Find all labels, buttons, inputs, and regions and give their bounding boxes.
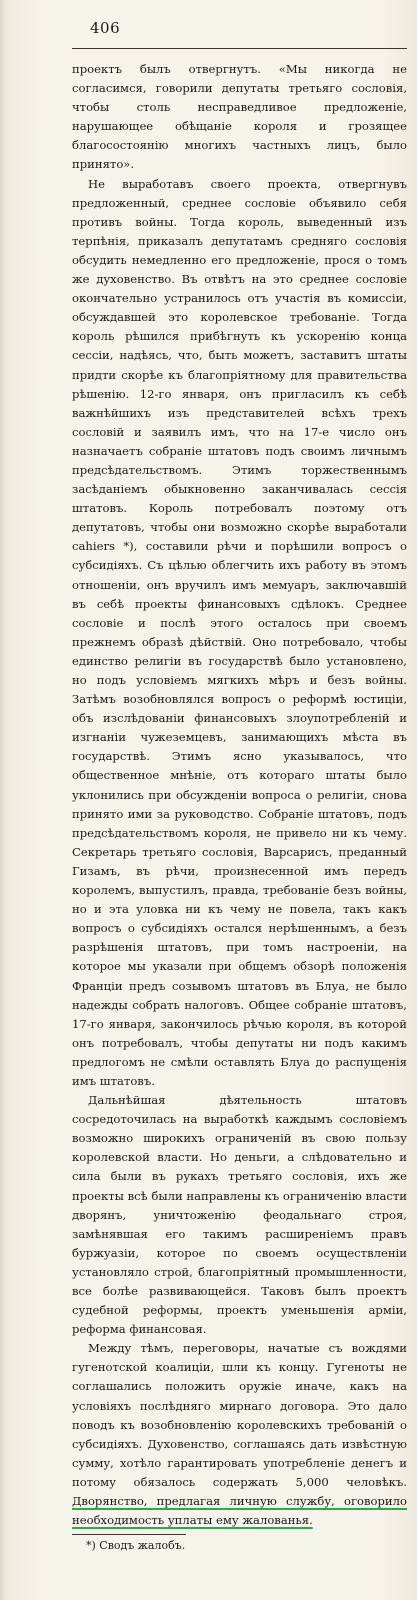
scan-edge xyxy=(0,0,6,1600)
paragraph-2: Не выработавъ своего проекта, отвергнувъ предложенный, среднее сословіе объявило себя противъ войны. Тогда король, выведенный изъ терпѣнія, приказалъ депутатамъ средняго сословія обсудить немедленно его предложеніе, прося о томъ же духовенство. Въ отвѣтъ на это среднее сословіе окончательно устранилось отъ участія въ комиссіи, обсуждавшей это королевское требованіе. Тогда король рѣшился прибѣгнуть къ ускоренію конца сессіи, надѣясь, что, быть можетъ, заставитъ штаты придти скорѣе къ благопріятному для правительства рѣшенію. 12-го января, онъ пригласилъ къ себѣ важнѣйшихъ изъ представителей всѣхъ трехъ сословій и заявилъ имъ, что на 17-е число онъ назначаетъ собраніе штатовъ подъ своимъ личнымъ предсѣдательствомъ. Этимъ торжественнымъ засѣданіемъ обыкновенно заканчивалась сессія штатовъ. Король потребовалъ поэтому отъ депутатовъ, чтобы они возможно скорѣе выработали cahiers *), составили рѣчи и порѣшили вопросъ о субсидіяхъ. Съ цѣлью облегчить ихъ работу въ этомъ отношеніи, онъ вручилъ имъ мемуаръ, заключавшій въ себѣ проекты финансовыхъ сдѣлокъ. Среднее сословіе и послѣ этого осталось при своемъ прежнемъ образѣ дѣйствій. Оно потребовало, чтобы единство религіи въ государствѣ было установлено, но подъ условіемъ мягкихъ мѣръ и безъ войны. Затѣмъ возобновлялся вопросъ о реформѣ юстиціи, объ изслѣдованіи финансовыхъ злоупотребленій и изгнаніи чужеземцевъ, занимающихъ мѣста въ государствѣ. Этимъ ясно указывалось, что общественное мнѣніе, отъ котораго штаты было уклонились при обсужденіи вопроса о религіи, снова принято ими за руководство. Собраніе штатовъ, подъ предсѣдательствомъ короля, не привело ни къ чему. Секретарь третьяго сословія, Варсарисъ, преданный Гизамъ, въ рѣчи, произнесенной имъ передъ королемъ, выпустилъ, правда, требованіе безъ войны, но и эта уловка ни къ чему не повела, такъ какъ вопросъ о субсидіяхъ остался нерѣшеннымъ, а безъ разрѣшенія штатовъ, при томъ настроеніи, на которое мы указали при общемъ обзорѣ положенія Франціи предъ созывомъ штатовъ въ Блуа, не было надежды собрать налоговъ. Общее собраніе штатовъ, 17-го января, закончилось рѣчью короля, въ которой онъ потребовалъ, чтобы депутаты ни подъ какимъ предлогомъ не смѣли оставлять Блуа до распущенія имъ штатовъ. xyxy=(72,176,407,1088)
page-number: 406 xyxy=(90,19,121,37)
header-rule xyxy=(72,48,407,49)
footnote-rule xyxy=(72,1534,186,1535)
highlighted-sentence: Дворянство, предлагая личную службу, оговорило необходимость уплаты ему жалованья. xyxy=(72,1494,407,1528)
paragraph-4-text: Между тѣмъ, переговоры, начатые съ вождями гугенотской коалиціи, шли къ концу. Гугеноты не соглашались положить оружіе иначе, какъ на условіяхъ послѣдняго мирнаго договора. Это дало поводъ къ возобновленію королевскихъ требованій о субсидіяхъ. Духовенство, соглашаясь дать извѣстную сумму, хотѣло гарантировать употребленіе денегъ и потому обязалось содержать 5,000 человѣкъ. xyxy=(72,1341,407,1489)
paragraph-3: Дальнѣйшая дѣятельность штатовъ сосредоточилась на выработкѣ каждымъ сословіемъ возможно широкихъ ограниченій въ свою пользу королевской власти. Но деньги, а слѣдовательно и сила были въ рукахъ третьяго сословія, ихъ же проекты всѣ были направлены къ ограниченію власти дворянъ, уничтоженію феодальнаго строя, замѣнявшая его такимъ расширеніемъ правъ буржуазіи, которое по своемъ осуществленіи установляло строй, благопріятный промышленности, все болѣе развивающейся. Таковъ былъ проектъ судебной реформы, проектъ уменьшенія арміи, реформа финансовая. xyxy=(72,1093,407,1337)
paragraph-1: проектъ былъ отвергнутъ. «Мы никогда не согласимся, говорили депутаты третьяго сословія, чтобы столь несправедливое предложеніе, нарушающее обѣщаніе короля и грозящее благосостоянію многихъ частныхъ лицъ, было принято». xyxy=(72,62,407,172)
body-text xyxy=(72,60,407,1530)
paragraph-4 xyxy=(72,1339,407,1530)
footnote: *) Сводъ жалобъ. xyxy=(86,1539,186,1553)
